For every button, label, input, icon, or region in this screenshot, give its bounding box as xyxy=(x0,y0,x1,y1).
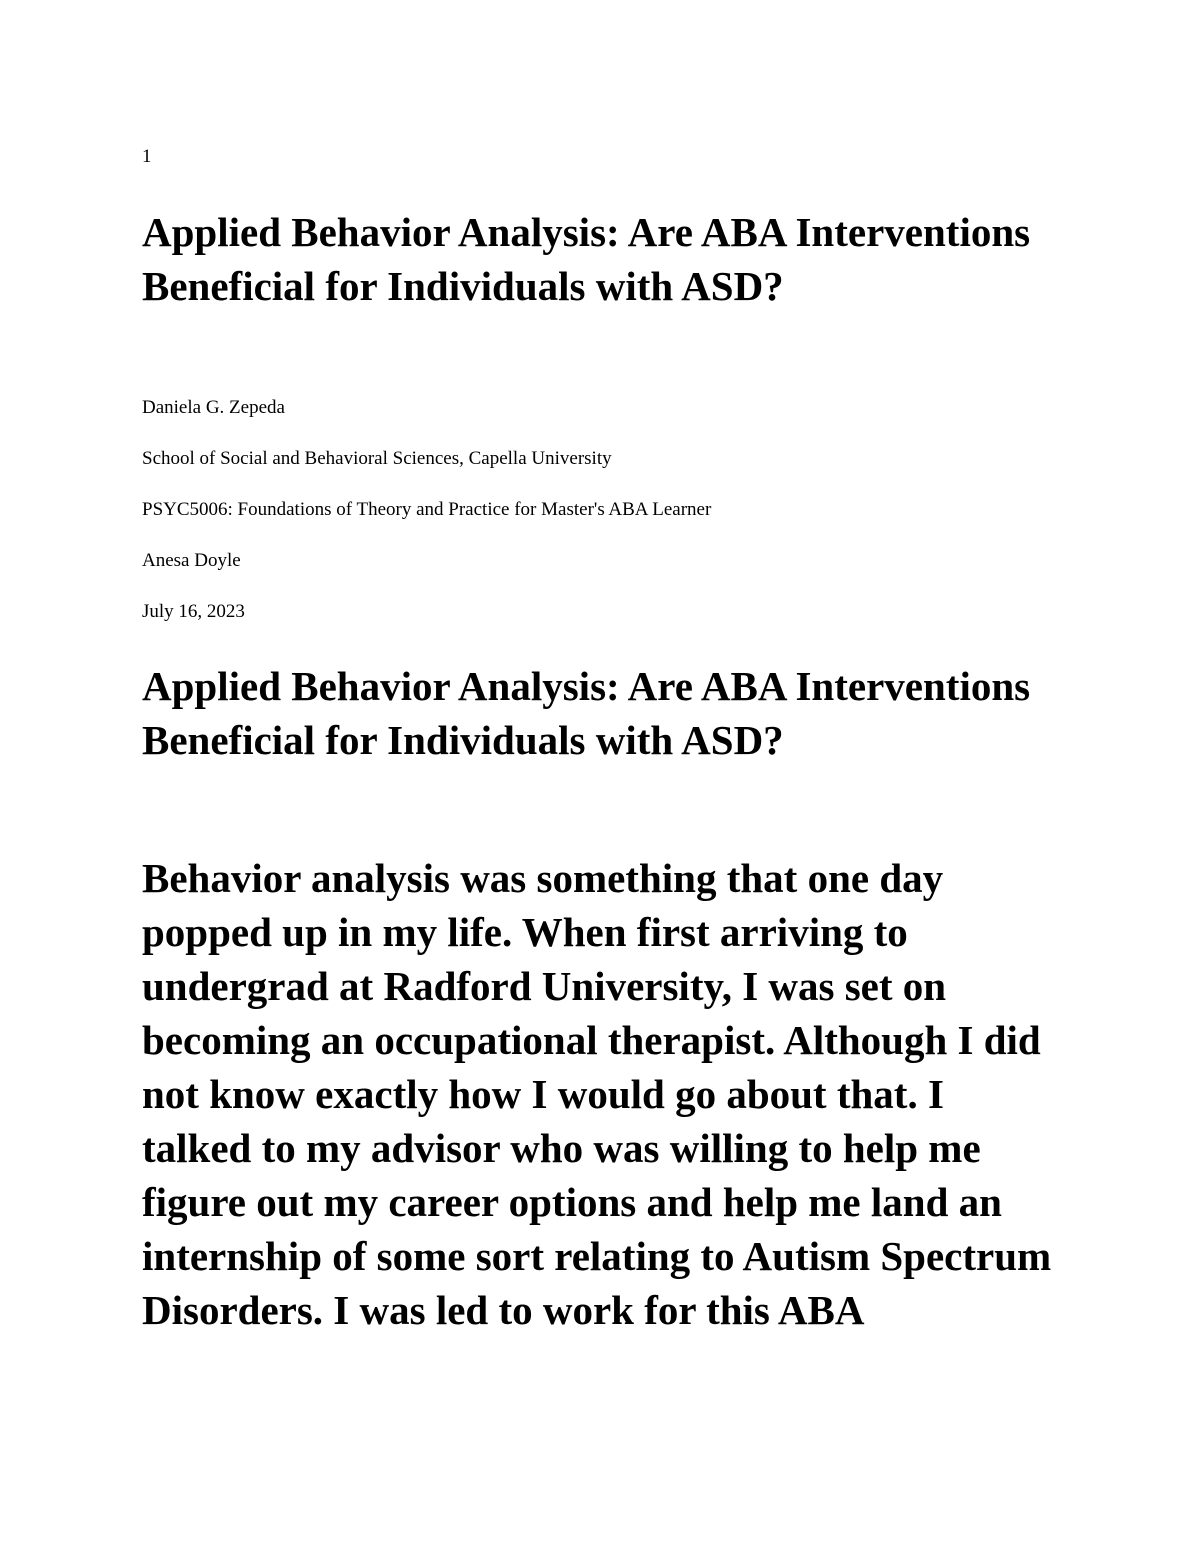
author-name: Daniela G. Zepeda xyxy=(142,397,285,418)
body-paragraph: Behavior analysis was something that one day popped up in my life. When first arriving to undergrad at Radford University, I was set on becoming an occupational therapist. Although I did not know exactly how I would go about that. I talked to my advisor who was willing to help me figure out my career options and help me land an internship of some sort relating to Autism Spectrum Disorders. I was led to work for this ABA xyxy=(142,855,1052,1333)
body-heading: Applied Behavior Analysis: Are ABA Interventions Beneficial for Individuals with ASD? xyxy=(142,663,1031,763)
author-affiliation: School of Social and Behavioral Sciences, Capella University xyxy=(142,448,612,469)
paper-title: Applied Behavior Analysis: Are ABA Interventions Beneficial for Individuals with ASD? xyxy=(142,209,1031,309)
page-number: 1 xyxy=(142,146,152,167)
instructor-name: Anesa Doyle xyxy=(142,550,241,571)
course-name: PSYC5006: Foundations of Theory and Practice for Master's ABA Learner xyxy=(142,499,712,520)
submission-date: July 16, 2023 xyxy=(142,601,245,622)
